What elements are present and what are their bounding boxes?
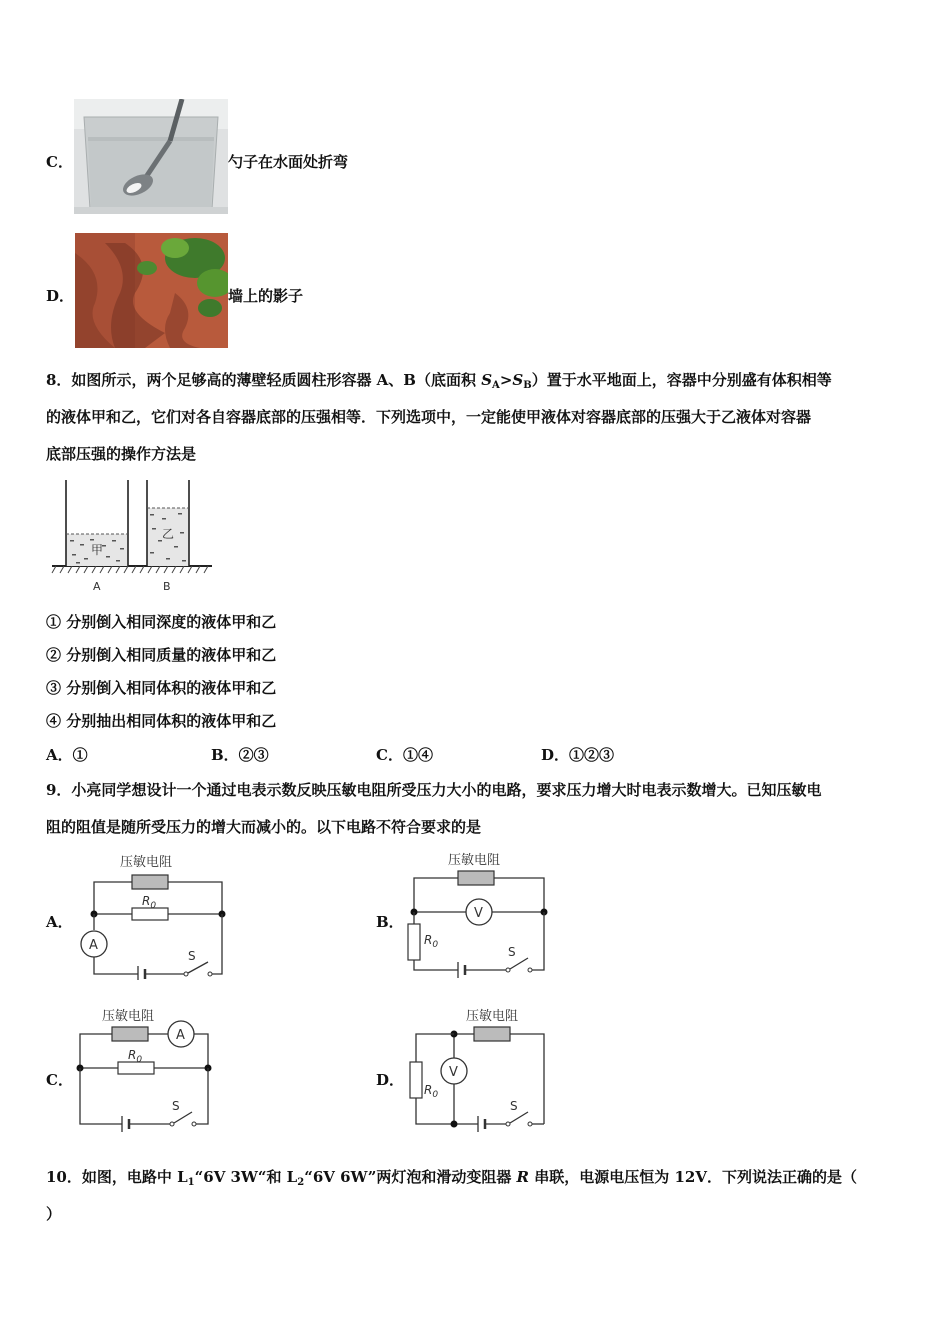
q9-d-switch-label: S (510, 1099, 518, 1113)
q8-sa-subscript: A (492, 380, 500, 391)
option-d-caption: 墙上的影子 (228, 287, 304, 305)
q8-container-a-label: A (93, 580, 101, 593)
q8-item-1: ① 分别倒入相同深度的液体甲和乙 (46, 613, 277, 631)
spoon-in-water-photo (74, 99, 228, 214)
q9-a-switch-label: S (188, 949, 196, 963)
q8-item-2: ② 分别倒入相同质量的液体甲和乙 (46, 646, 277, 664)
q9-stem-line-1: 9．小亮同学想设计一个通过电表示数反映压敏电阻所受压力大小的电路，要求压力增大时电表示数增大。已知压敏电 (46, 781, 822, 799)
q8-stem-line-3: 底部压强的操作方法是 (46, 445, 197, 463)
q8-choice-c[interactable]: C．①④ (376, 746, 433, 764)
q9-b-switch-label: S (508, 945, 516, 959)
q10-r-symbol: R (516, 1168, 530, 1186)
q8-choice-d[interactable]: D．①②③ (541, 746, 615, 764)
q8-line1-part-a: 8．如图所示，两个足够高的薄壁轻质圆柱形容器 A、B（底面积 (46, 371, 482, 389)
q10-part-d: 串联，电源电压恒为 12V．下列说法正确的是（ (529, 1168, 857, 1186)
q10-l2-subscript: 2 (297, 1177, 305, 1188)
q8-container-b-label: B (163, 580, 171, 593)
q9-circuit-c (72, 1004, 222, 1134)
option-c-caption: 勺子在水面处折弯 (228, 153, 349, 171)
q8-item-3: ③ 分别倒入相同体积的液体甲和乙 (46, 679, 277, 697)
q8-line1-part-b: ）置于水平地面上，容器中分别盛有体积相等 (531, 371, 832, 389)
q9-circuit-b (400, 848, 560, 978)
q9-circuit-d (404, 1004, 554, 1134)
q8-liquid-a-label: 甲 (91, 543, 104, 557)
wall-shadow-image (75, 233, 228, 348)
q9-d-sensor-label: 压敏电阻 (466, 1009, 519, 1024)
q9-b-meter-label: V (474, 906, 483, 921)
q10-part-b: “6V 3W“和 L (194, 1168, 298, 1186)
q9-c-sensor-label: 压敏电阻 (102, 1009, 155, 1024)
q9-d-meter-label: V (449, 1065, 458, 1080)
q9-choice-d-letter[interactable]: D． (376, 1071, 405, 1089)
q10-stem-line-1 (46, 1167, 857, 1193)
q8-stem-line-2: 的液体甲和乙，它们对各自容器底部的压强相等．下列选项中，一定能使甲液体对容器底部的压强大于乙液体对容器 (46, 408, 812, 426)
q9-d-r0-label: $R_0$ (424, 1083, 439, 1100)
q9-a-sensor-label: 压敏电阻 (120, 855, 173, 870)
q8-sa-symbol: S (481, 371, 493, 389)
q10-l1-subscript: 1 (187, 1177, 195, 1188)
q9-b-r0-label: $R_0$ (424, 933, 439, 950)
q10-stem-line-2: ） (46, 1205, 62, 1223)
q8-containers-figure (50, 478, 215, 596)
wall-shadow-photo (75, 233, 228, 348)
q9-c-meter-label: A (176, 1028, 185, 1043)
q9-a-meter-label: A (89, 938, 98, 953)
q9-circuit-a (76, 850, 236, 980)
q8-greater-than: > (499, 371, 513, 389)
spoon-in-water-image (74, 99, 228, 214)
q8-choice-a[interactable]: A．① (46, 746, 88, 764)
option-d-letter: D． (46, 287, 75, 305)
q8-liquid-b-label: 乙 (162, 527, 175, 541)
q8-sb-subscript: B (523, 380, 532, 391)
q10-part-a: 10．如图，电路中 L (46, 1168, 188, 1186)
q9-stem-line-2: 阻的阻值是随所受压力的增大而减小的。以下电路不符合要求的是 (46, 818, 482, 836)
q9-c-switch-label: S (172, 1099, 180, 1113)
q9-choice-c-letter[interactable]: C． (46, 1071, 73, 1089)
q9-c-r0-label: $R_0$ (128, 1048, 143, 1065)
q8-choice-b[interactable]: B．②③ (211, 746, 269, 764)
q9-choice-a-letter[interactable]: A． (46, 913, 73, 931)
q10-part-c: “6V 6W”两灯泡和滑动变阻器 (304, 1168, 517, 1186)
q9-a-r0-label: $R_0$ (142, 894, 157, 911)
q8-sb-symbol: S (512, 371, 524, 389)
option-c-letter: C． (46, 153, 73, 171)
q8-stem-line-1 (46, 370, 832, 396)
q9-b-sensor-label: 压敏电阻 (448, 853, 501, 868)
q9-choice-b-letter[interactable]: B． (376, 913, 404, 931)
q8-item-4: ④ 分别抽出相同体积的液体甲和乙 (46, 712, 277, 730)
